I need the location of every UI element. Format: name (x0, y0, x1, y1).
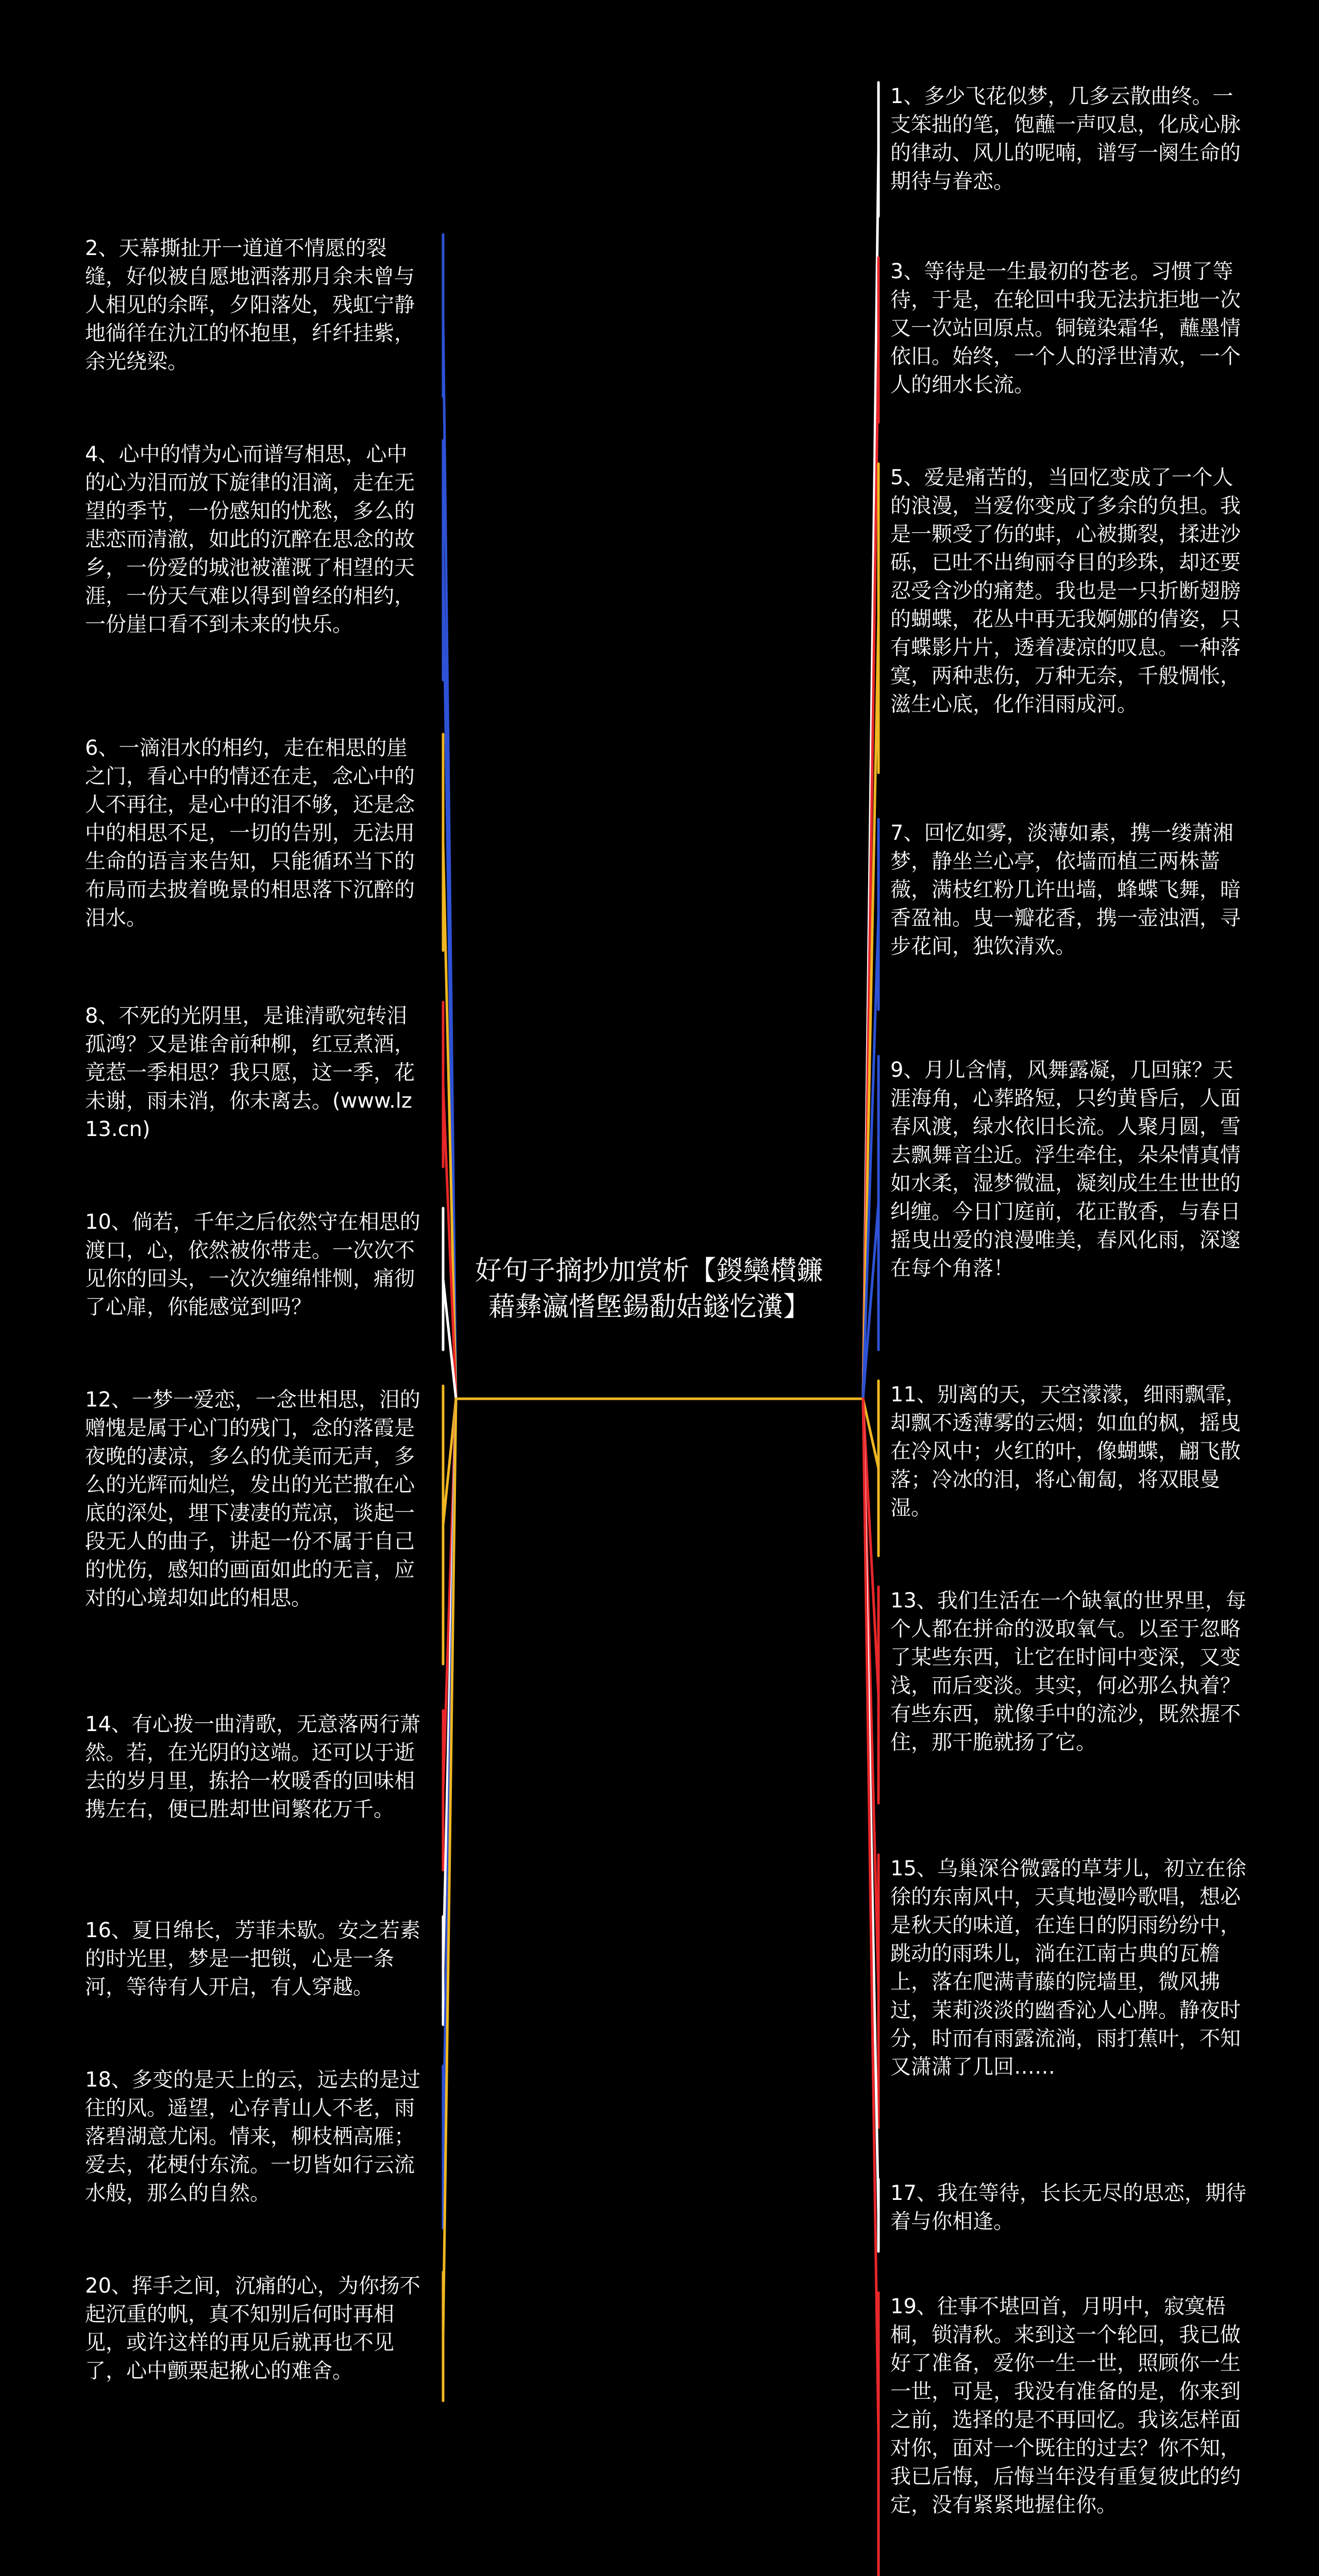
branch-node-11: 11、别离的天，天空濛濛，细雨飘霏，却飘不透薄雾的云烟；如血的枫，摇曳在冷风中；火红的叶，像蝴蝶，翩飞散落；冷冰的泪，将心匍匐，将双眼曼湿。 (890, 1383, 1246, 1520)
branch-node-6: 6、一滴泪水的相约，走在相思的崖之门，看心中的情还在走，念心中的人不再往，是心中的泪不够，还是念中的相思不足，一切的告别，无法用生命的语言来告知，只能循环当下的布局而去披着晚景的相思落下沉醉的泪水。 (85, 736, 415, 930)
branch-node-9: 9、月儿含情，风舞露凝，几回寐？天涯海角，心葬路短，只约黄昏后，人面春风渡，绿水依旧长流。人聚月圆，雪去飘舞音尘近。浮生牵住，朵朵情真情如水柔，湿梦微温，凝刻成生生世世的纠缠。今日门庭前，花正散香，与春日摇曳出爱的浪漫唯美，春风化雨，深邃在每个角落！ (890, 1058, 1241, 1280)
branch-node-15: 15、乌巢深谷微露的草芽儿，初立在徐徐的东南风中，天真地漫吟歌唱，想必是秋天的味道，在连日的阴雨纷纷中，跳动的雨珠儿，淌在江南古典的瓦檐上，落在爬满青藤的院墙里，微风拂过，茉莉淡淡的幽香沁人心脾。静夜时分，时而有雨露流淌，雨打蕉叶，不知又潇潇了几回…… (890, 1857, 1246, 2079)
branch-node-13: 13、我们生活在一个缺氧的世界里，每个人都在拼命的汲取氧气。以至于忽略了某些东西，让它在时间中变深，又变浅，而后变淡。其实，何必那么执着？ 有些东西，就像手中的流沙，既然握不住，那干脆就扬了它。 (890, 1589, 1246, 1754)
branch-node-3: 3、等待是一生最初的苍老。习惯了等待，于是，在轮回中我无法抗拒地一次又一次站回原点。铜镜染霜华，蘸墨情依旧。始终，一个人的浮世清欢，一个人的细水长流。 (890, 260, 1241, 397)
branch-node-16: 16、夏日绵长，芳菲未歇。安之若素的时光里，梦是一把锁，心是一条河，等待有人开启，有人穿越。 (85, 1919, 420, 1999)
branch-node-10: 10、倘若，千年之后依然守在相思的渡口，心，依然被你带走。一次次不见你的回头，一次次缠绵悱恻，痛彻了心扉，你能感觉到吗？ (85, 1210, 420, 1319)
branch-node-4: 4、心中的情为心而谱写相思，心中的心为泪而放下旋律的泪滴，走在无望的季节，一份感知的忧愁，多么的悲恋而清澈，如此的沉醉在思念的故乡，一份爱的城池被灌溉了相望的天涯，一份天气难以得到曾经的相约，一份崖口看不到未来的快乐。 (85, 443, 415, 636)
root-topic (464, 1253, 835, 1325)
branch-node-20: 20、挥手之间，沉痛的心，为你扬不起沉重的帆，真不知别后何时再相见，或许这样的再见后就再也不见了，心中颤栗起揪心的难舍。 (85, 2274, 420, 2383)
branch-node-14: 14、有心拨一曲清歌，无意落两行萧然。若，在光阴的这端。还可以于逝去的岁月里，拣拾一枚暖香的回味相携左右，便已胜却世间繁花万千。 (85, 1713, 420, 1821)
branch-node-2: 2、天幕撕扯开一道道不情愿的裂缝，好似被自愿地洒落那月余未曾与人相见的余晖，夕阳落处，残虹宁静地徜徉在氿江的怀抱里，纤纤挂紫，余光绕梁。 (85, 236, 415, 374)
branch-node-5: 5、爱是痛苦的，当回忆变成了一个人的浪漫，当爱你变成了多余的负担。我是一颗受了伤的蚌，心被撕裂，揉进沙砾，已吐不出绚丽夺目的珍珠，却还要忍受含沙的痛楚。我也是一只折断翅膀的蝴蝶，花丛中再无我婀娜的倩姿，只有蝶影片片，透着凄凉的叹息。一种落寞，两种悲伤，万种无奈，千般惆怅，滋生心底，化作泪雨成河。 (890, 466, 1241, 716)
branch-node-7: 7、回忆如雾，淡薄如素，携一缕萧湘梦，静坐兰心亭，依墙而植三两株蔷薇，满枝红粉几许出墙，蜂蝶飞舞，暗香盈袖。曳一瓣花香，携一壶浊酒，寻步花间，独饮清欢。 (890, 821, 1241, 958)
root-title: 好句子摘抄加赏析【鍐欒櫕鐮藉彝瀛愭墍鍚勫姞鐩忔瀵】 (475, 1256, 823, 1323)
branch-node-17: 17、我在等待，长长无尽的思恋，期待着与你相逢。 (890, 2181, 1246, 2233)
branch-node-1: 1、多少飞花似梦，几多云散曲终。一支笨拙的笔，饱蘸一声叹息，化成心脉的律动、风儿的呢喃，谱写一阕生命的期待与眷恋。 (890, 84, 1241, 193)
branch-node-8: 8、不死的光阴里，是谁清歌宛转泪孤鸿？又是谁舍前种柳，红豆煮酒，竟惹一季相思？我只愿，这一季，花未谢，雨未消，你未离去。(www.lz13.cn) (85, 1004, 415, 1141)
branch-node-18: 18、多变的是天上的云，远去的是过往的风。遥望，心存青山人不老，雨落碧湖意尤闲。情来，柳枝栖高雁；爱去，花梗付东流。一切皆如行云流水般，那么的自然。 (85, 2068, 420, 2205)
branch-node-19: 19、往事不堪回首，月明中，寂寞梧桐，锁清秋。来到这一个轮回，我已做好了准备，爱你一生一世，照顾你一生一世，可是，我没有准备的是，你来到之前，选择的是不再回忆。我该怎样面对你，面对一个既往的过去？你不知，我已后悔，后悔当年没有重复彼此的约定，没有紧紧地握住你。 (890, 2295, 1241, 2517)
branch-node-12: 12、一梦一爱恋，一念世相思，泪的赠愧是属于心门的残门，念的落霞是夜晚的凄凉，多么的优美而无声，多么的光辉而灿烂，发出的光芒撒在心底的深处，埋下凄凄的荒凉，谈起一段无人的曲子，讲起一份不属于自己的忧伤，感知的画面如此的无言，应对的心境却如此的相思。 (85, 1388, 420, 1610)
